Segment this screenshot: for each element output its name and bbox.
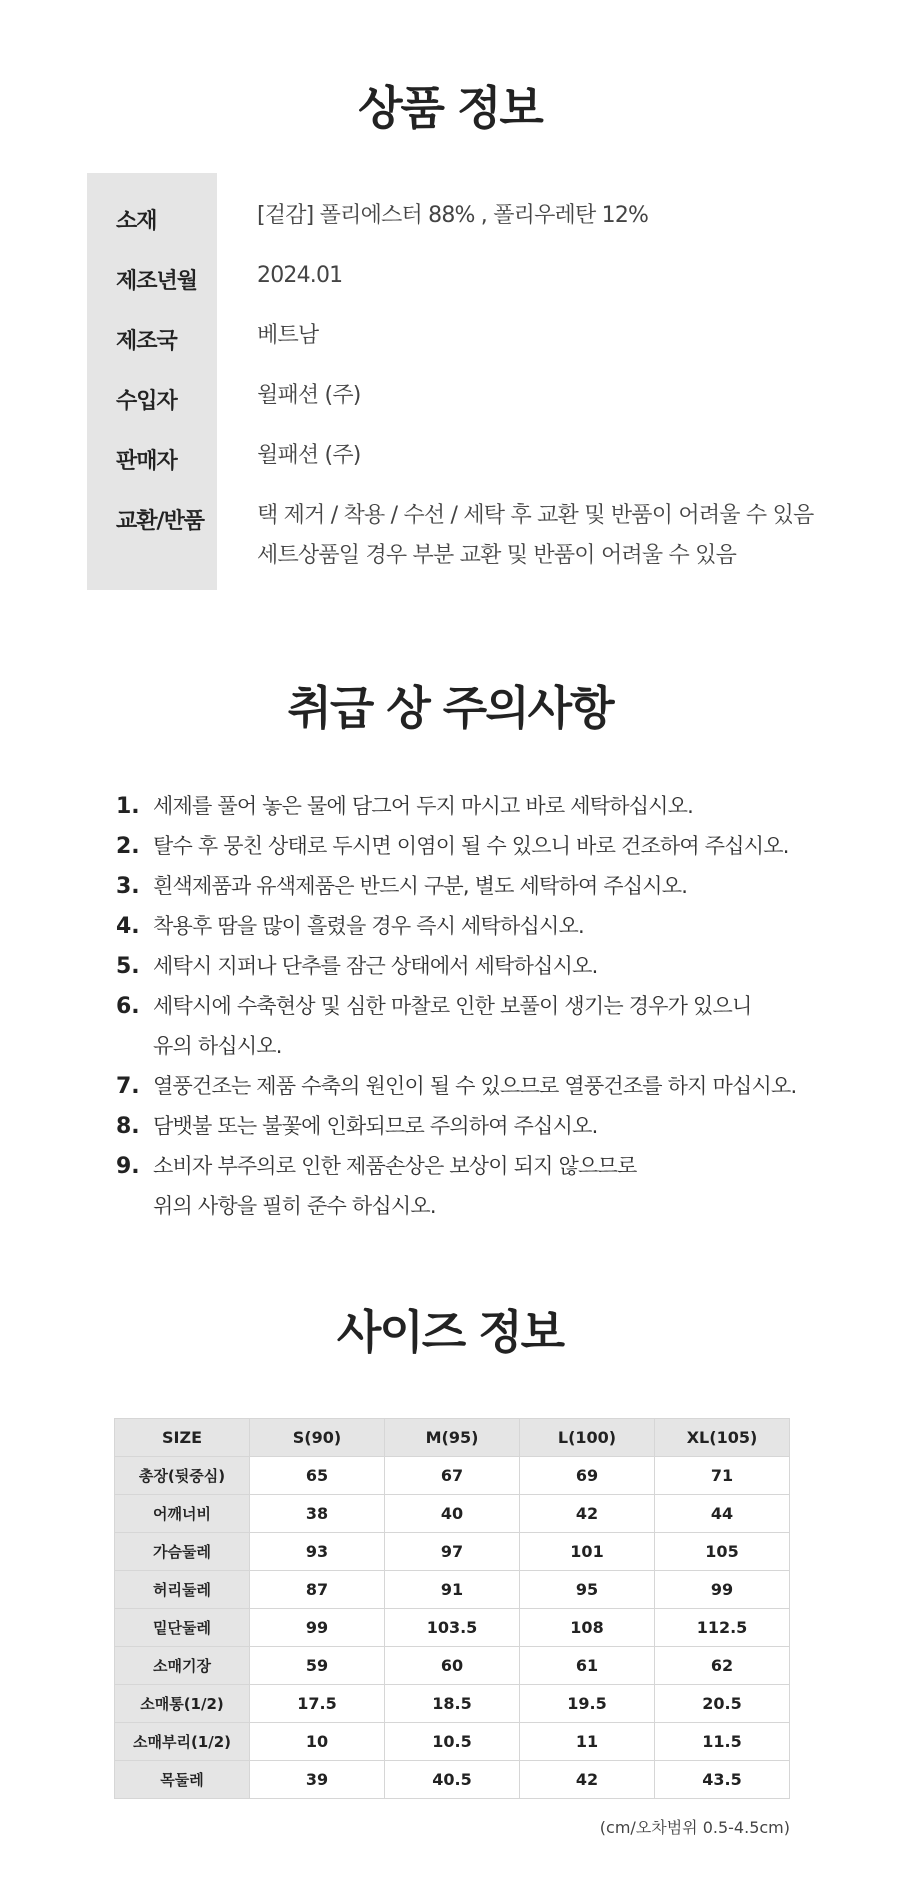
info-label: 수입자 [116, 389, 177, 414]
info-value: 윌패션 (주) [257, 383, 361, 408]
care-text: 탈수 후 뭉친 상태로 두시면 이염이 될 수 있으니 바로 건조하여 주십시오. [153, 834, 789, 858]
table-cell: 20.5 [655, 1685, 790, 1723]
care-title: 취급 상 주의사항 [287, 681, 613, 735]
care-text: 세탁시 지퍼나 단추를 잠근 상태에서 세탁하십시오. [153, 954, 598, 978]
table-cell: 10 [250, 1723, 385, 1761]
care-num: 7. [116, 1074, 140, 1099]
row-label: 소매부리(1/2) [115, 1723, 250, 1761]
table-cell: 99 [250, 1609, 385, 1647]
size-header-cell: L(100) [520, 1419, 655, 1457]
table-row [115, 1761, 790, 1799]
size-table [114, 1418, 790, 1799]
row-label: 소매기장 [115, 1647, 250, 1685]
info-value: 택 제거 / 착용 / 수선 / 세탁 후 교환 및 반품이 어려울 수 있음 [257, 503, 814, 528]
table-cell: 87 [250, 1571, 385, 1609]
care-num: 5. [116, 954, 140, 979]
row-label: 허리둘레 [115, 1571, 250, 1609]
care-text: 위의 사항을 필히 준수 하십시오. [153, 1194, 436, 1218]
care-num: 8. [116, 1114, 140, 1139]
table-cell: 11 [520, 1723, 655, 1761]
table-cell: 11.5 [655, 1723, 790, 1761]
table-cell: 40 [385, 1495, 520, 1533]
table-cell: 10.5 [385, 1723, 520, 1761]
info-value: 세트상품일 경우 부분 교환 및 반품이 어려울 수 있음 [257, 543, 737, 568]
table-row [115, 1457, 790, 1495]
care-text: 흰색제품과 유색제품은 반드시 구분, 별도 세탁하여 주십시오. [153, 874, 688, 898]
info-label: 제조년월 [116, 269, 198, 294]
row-label: 소매통(1/2) [115, 1685, 250, 1723]
table-cell: 69 [520, 1457, 655, 1495]
table-row [115, 1495, 790, 1533]
table-cell: 99 [655, 1571, 790, 1609]
table-row [115, 1571, 790, 1609]
table-cell: 44 [655, 1495, 790, 1533]
table-cell: 19.5 [520, 1685, 655, 1723]
row-label: 어깨너비 [115, 1495, 250, 1533]
table-cell: 62 [655, 1647, 790, 1685]
table-cell: 61 [520, 1647, 655, 1685]
size-header-cell: M(95) [385, 1419, 520, 1457]
table-row [115, 1723, 790, 1761]
table-cell: 59 [250, 1647, 385, 1685]
size-tolerance-note: (cm/오차범위 0.5-4.5cm) [599, 1818, 790, 1837]
care-text: 담뱃불 또는 불꽃에 인화되므로 주의하여 주십시오. [153, 1114, 598, 1138]
info-value: 베트남 [257, 323, 319, 348]
care-num: 1. [116, 794, 140, 819]
table-cell: 40.5 [385, 1761, 520, 1799]
row-label: 가슴둘레 [115, 1533, 250, 1571]
care-text: 세탁시에 수축현상 및 심한 마찰로 인한 보풀이 생기는 경우가 있으니 [153, 994, 752, 1018]
table-cell: 97 [385, 1533, 520, 1571]
care-num: 4. [116, 914, 140, 939]
table-cell: 60 [385, 1647, 520, 1685]
size-header-cell: SIZE [115, 1419, 250, 1457]
table-cell: 93 [250, 1533, 385, 1571]
table-cell: 103.5 [385, 1609, 520, 1647]
info-label: 소재 [116, 209, 157, 234]
table-cell: 42 [520, 1495, 655, 1533]
row-label: 목둘레 [115, 1761, 250, 1799]
size-title: 사이즈 정보 [336, 1305, 564, 1359]
table-cell: 108 [520, 1609, 655, 1647]
product-info-title: 상품 정보 [358, 81, 542, 135]
info-label: 제조국 [116, 329, 177, 354]
info-value: [겉감] 폴리에스터 88% , 폴리우레탄 12% [257, 203, 649, 228]
care-text: 착용후 땀을 많이 흘렸을 경우 즉시 세탁하십시오. [153, 914, 584, 938]
table-row [115, 1647, 790, 1685]
info-label: 교환/반품 [116, 509, 205, 534]
table-row [115, 1685, 790, 1723]
row-label: 총장(뒷중심) [115, 1457, 250, 1495]
care-num: 2. [116, 834, 140, 859]
info-value: 윌패션 (주) [257, 443, 361, 468]
care-text: 유의 하십시오. [153, 1034, 282, 1058]
table-cell: 105 [655, 1533, 790, 1571]
table-cell: 39 [250, 1761, 385, 1799]
table-cell: 18.5 [385, 1685, 520, 1723]
size-table-header [115, 1419, 790, 1457]
table-cell: 101 [520, 1533, 655, 1571]
care-num: 6. [116, 994, 140, 1019]
care-text: 소비자 부주의로 인한 제품손상은 보상이 되지 않으므로 [153, 1154, 637, 1178]
table-cell: 38 [250, 1495, 385, 1533]
care-num: 9. [116, 1154, 140, 1179]
table-cell: 17.5 [250, 1685, 385, 1723]
care-text: 열풍건조는 제품 수축의 원인이 될 수 있으므로 열풍건조를 하지 마십시오. [153, 1074, 797, 1098]
info-value: 2024.01 [257, 263, 343, 288]
table-cell: 42 [520, 1761, 655, 1799]
size-header-cell: S(90) [250, 1419, 385, 1457]
table-cell: 65 [250, 1457, 385, 1495]
row-label: 밑단둘레 [115, 1609, 250, 1647]
table-cell: 43.5 [655, 1761, 790, 1799]
care-text: 세제를 풀어 놓은 물에 담그어 두지 마시고 바로 세탁하십시오. [153, 794, 694, 818]
table-cell: 112.5 [655, 1609, 790, 1647]
size-header-cell: XL(105) [655, 1419, 790, 1457]
info-label: 판매자 [116, 449, 177, 474]
table-row [115, 1533, 790, 1571]
table-cell: 95 [520, 1571, 655, 1609]
table-row [115, 1609, 790, 1647]
table-cell: 91 [385, 1571, 520, 1609]
table-cell: 71 [655, 1457, 790, 1495]
care-num: 3. [116, 874, 140, 899]
table-cell: 67 [385, 1457, 520, 1495]
